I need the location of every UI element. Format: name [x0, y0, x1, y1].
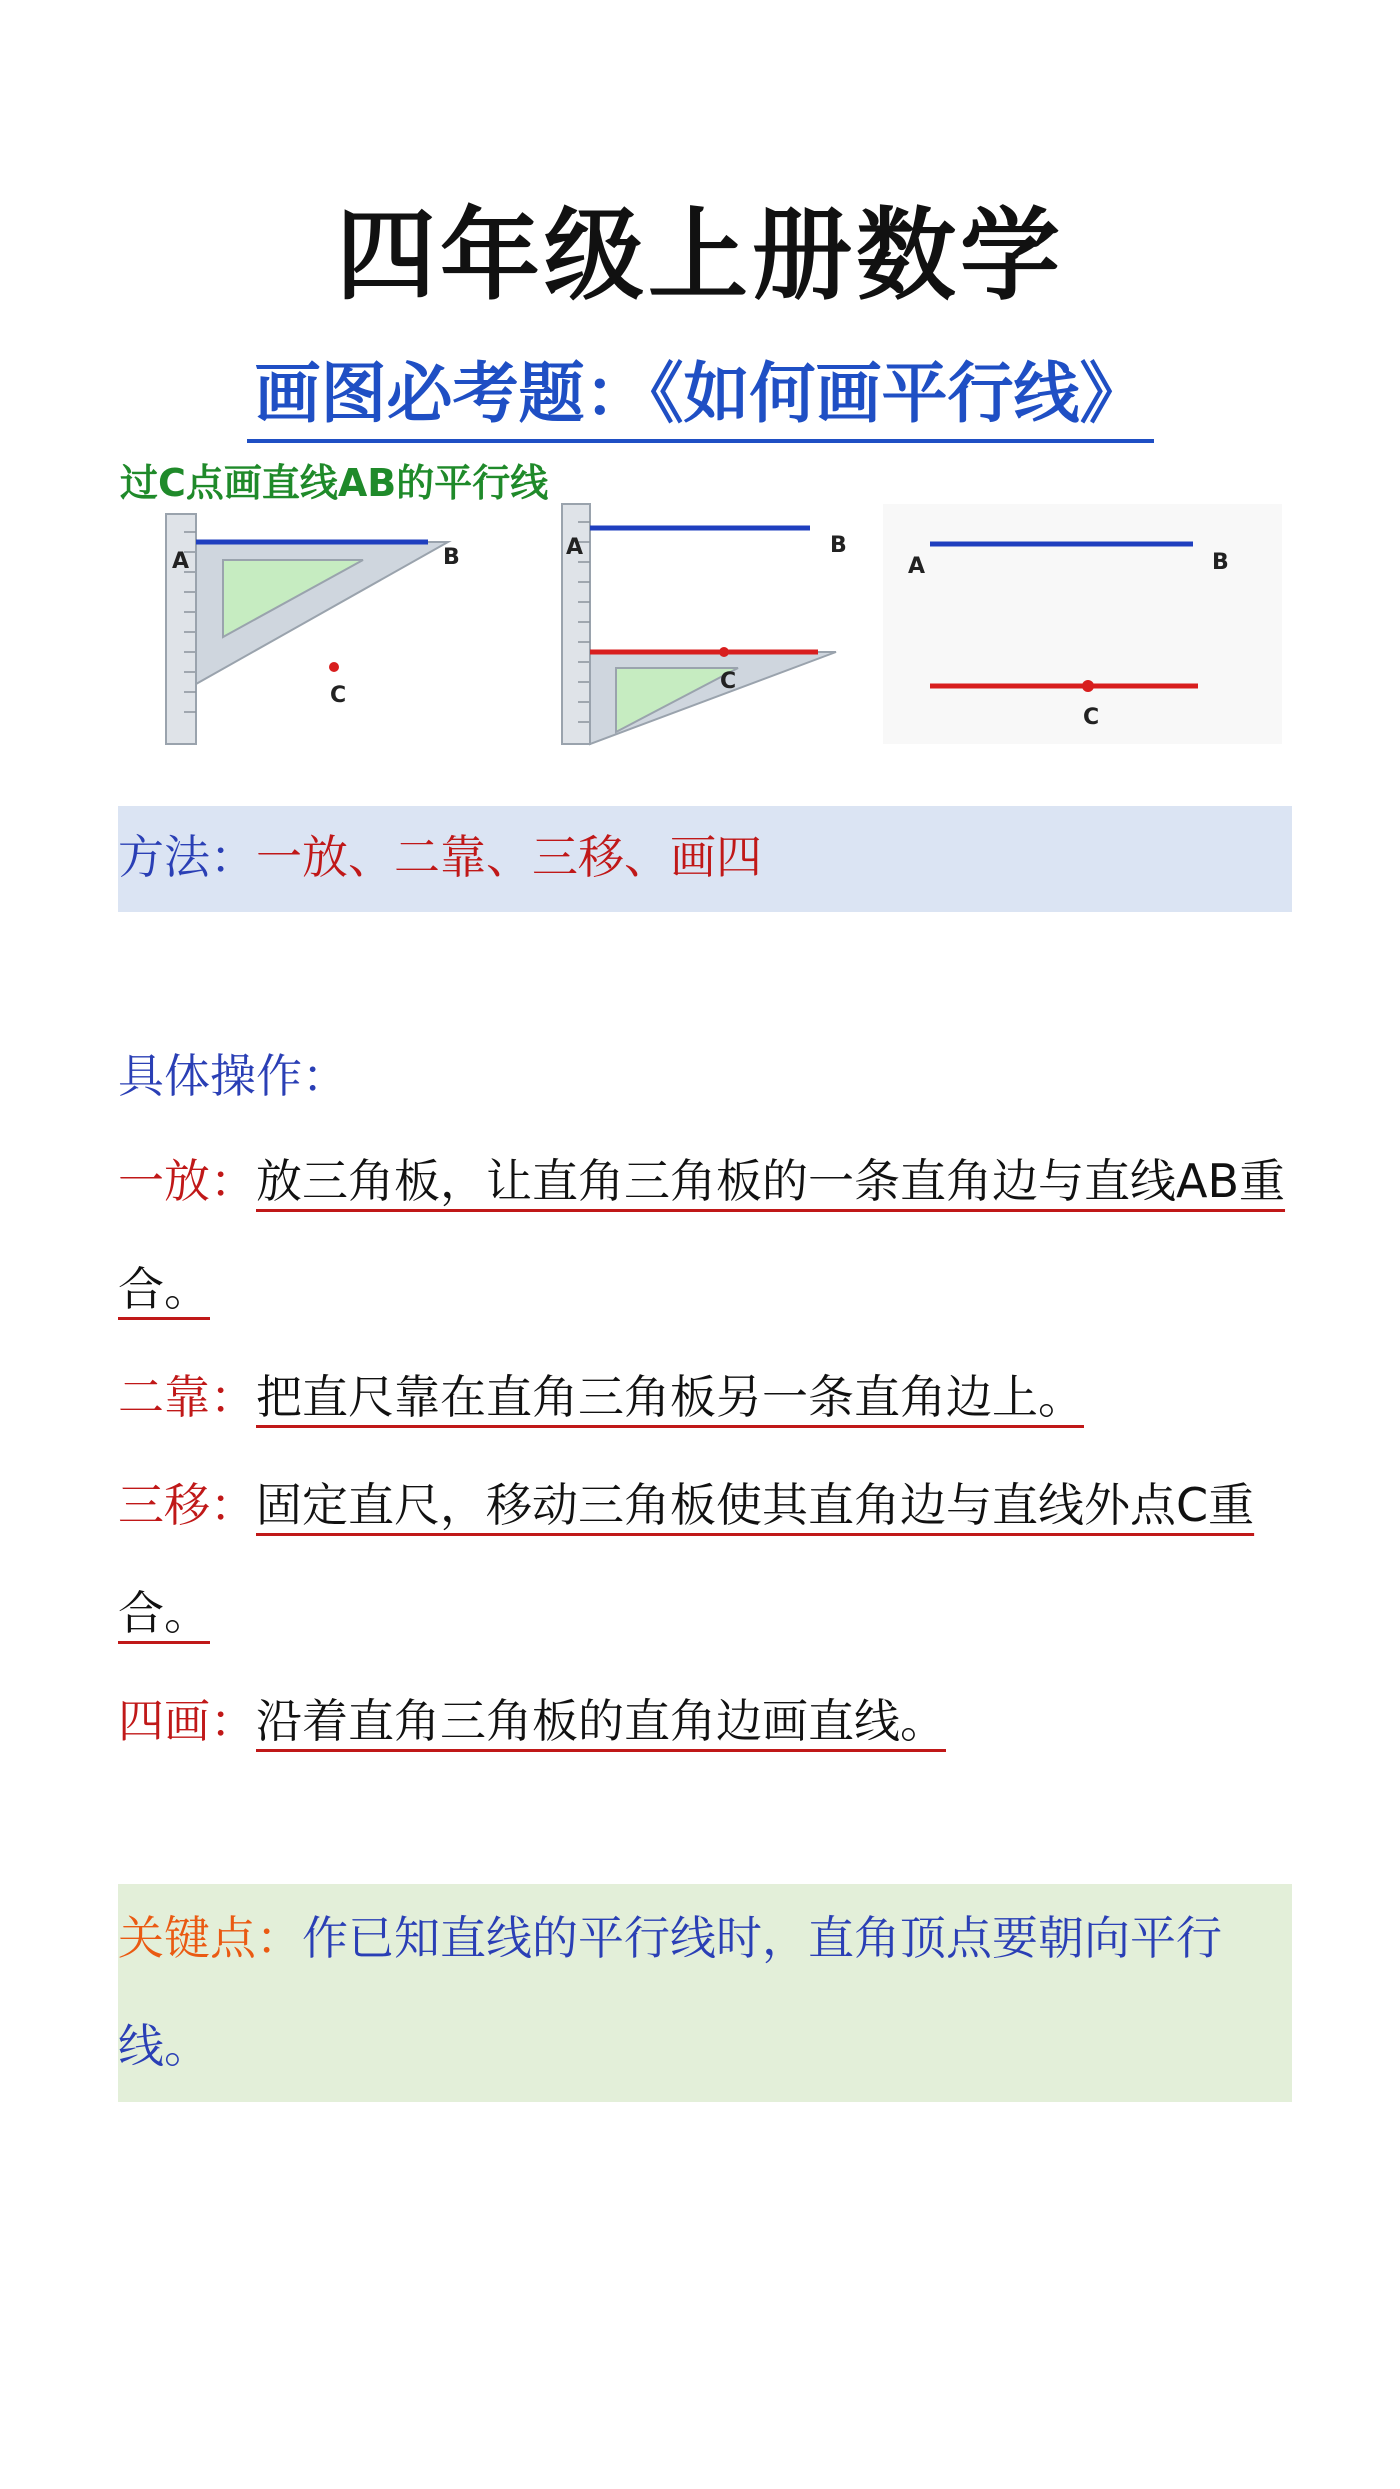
label-a: A	[908, 554, 926, 579]
key-point	[118, 1884, 1292, 2100]
step-text: 把直尺靠在直角三角板另一条直角边上。	[256, 1370, 1084, 1424]
label-c: C	[720, 669, 737, 694]
step-text: 沿着直角三角板的直角边画直线。	[256, 1694, 946, 1748]
step-three	[118, 1451, 1292, 1667]
diagram-panel-1	[120, 462, 549, 744]
diagram-panel-2	[562, 504, 847, 744]
point-c	[719, 647, 729, 657]
point-c	[329, 662, 339, 672]
point-c	[1082, 680, 1094, 692]
label-a: A	[172, 549, 190, 574]
label-b: B	[830, 533, 847, 558]
method-line	[118, 826, 762, 888]
step-label: 二靠：	[118, 1370, 256, 1424]
label-c: C	[1083, 705, 1100, 730]
key-point-text: 作已知直线的平行线时，直角顶点要朝向平行线。	[118, 1911, 1222, 2073]
method-label: 方法：	[118, 830, 256, 884]
subtitle-text: 画图必考题：《如何画平行线》	[247, 340, 1154, 443]
method-text: 一放、二靠、三移、画四	[256, 830, 762, 884]
step-label: 三移：	[118, 1478, 256, 1532]
operations-heading: 具体操作：	[118, 1049, 348, 1103]
step-text: 固定直尺，移动三角板使其直角边与直线外点C重合。	[118, 1478, 1255, 1640]
step-four	[118, 1667, 1292, 1775]
step-two	[118, 1343, 1292, 1451]
step-label: 四画：	[118, 1694, 256, 1748]
diagram-panel-3	[883, 504, 1282, 744]
page-subtitle	[0, 340, 1400, 443]
label-b: B	[1212, 550, 1229, 575]
step-text: 放三角板，让直角三角板的一条直角边与直线AB重合。	[118, 1154, 1286, 1316]
page-title: 四年级上册数学	[336, 197, 1064, 314]
diagram-caption: 过C点画直线AB的平行线	[120, 462, 549, 505]
label-b: B	[443, 545, 460, 570]
label-a: A	[566, 535, 584, 560]
key-point-label: 关键点：	[118, 1911, 302, 1965]
label-c: C	[330, 683, 347, 708]
parallel-line-diagram	[118, 462, 1282, 747]
step-label: 一放：	[118, 1154, 256, 1208]
step-one	[118, 1127, 1292, 1343]
